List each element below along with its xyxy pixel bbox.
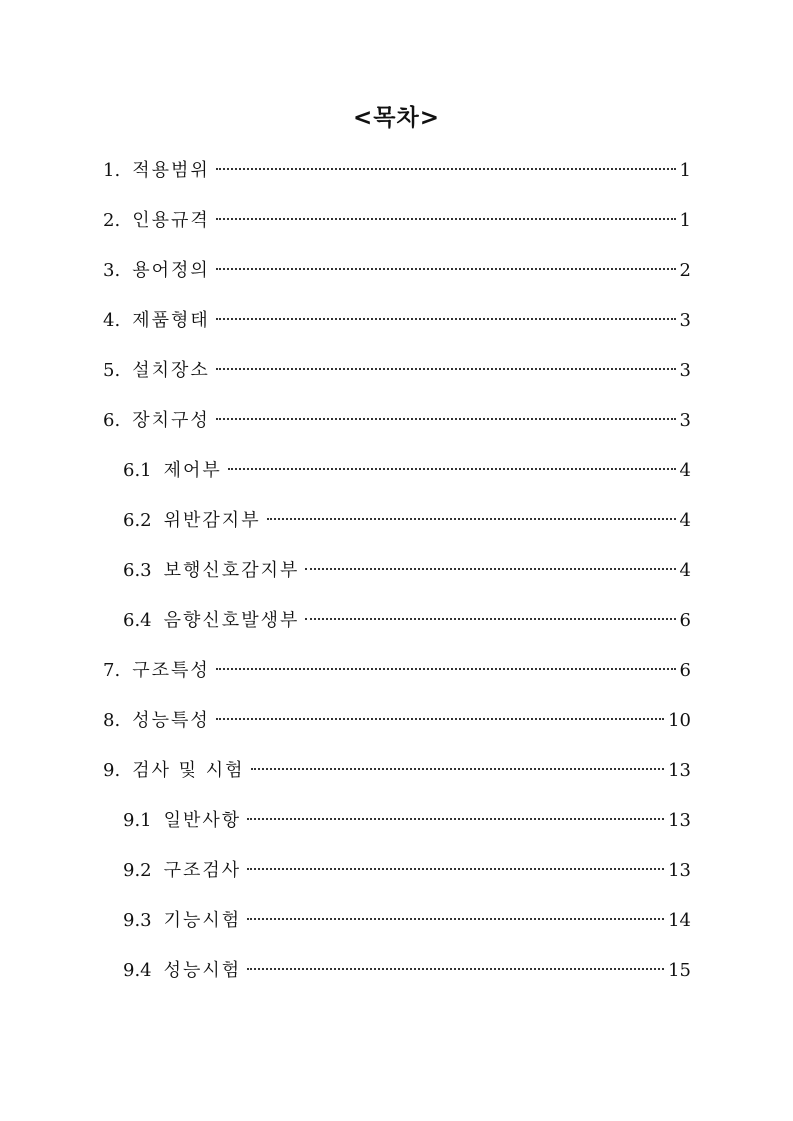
- toc-dot-leader: [216, 668, 676, 670]
- toc-entry-page-number: 15: [668, 960, 691, 981]
- toc-dot-leader: [247, 868, 664, 870]
- toc-entry-page-number: 1: [679, 160, 691, 181]
- toc-entry-number: 3.: [103, 260, 121, 281]
- toc-entry-page-number: 10: [668, 710, 691, 731]
- toc-dot-leader: [247, 918, 664, 920]
- toc-entry-label: 기능시험: [163, 910, 242, 931]
- toc-entry-page-number: 6: [679, 610, 691, 631]
- toc-entry[interactable]: [103, 306, 691, 356]
- toc-entry-number: 6.2: [123, 510, 152, 531]
- toc-entry[interactable]: [103, 906, 691, 956]
- toc-dot-leader: [228, 468, 676, 470]
- toc-entry-number: 6.1: [123, 460, 152, 481]
- toc-entry-label: 검사 및 시험: [132, 760, 245, 781]
- toc-entry-number: 1.: [103, 160, 121, 181]
- toc-entry-label: 보행신호감지부: [163, 560, 300, 581]
- toc-entry-number: 6.: [103, 410, 121, 431]
- toc-dot-leader: [216, 718, 664, 720]
- toc-entry-label: 적용범위: [132, 160, 210, 181]
- toc-entry-number: 4.: [103, 310, 121, 331]
- toc-entry-number: 9.2: [123, 860, 152, 881]
- toc-entry-number: 9.4: [123, 960, 152, 981]
- toc-entry-number: 6.4: [123, 610, 152, 631]
- toc-entry-number: 9.1: [123, 810, 152, 831]
- toc-list: [103, 156, 691, 1006]
- toc-entry[interactable]: [103, 356, 691, 406]
- toc-dot-leader: [305, 568, 675, 570]
- toc-entry[interactable]: [103, 606, 691, 656]
- toc-entry[interactable]: [103, 456, 691, 506]
- toc-entry[interactable]: [103, 706, 691, 756]
- toc-entry-label: 제품형태: [132, 310, 210, 331]
- toc-entry[interactable]: [103, 206, 691, 256]
- toc-entry-label: 인용규격: [132, 210, 210, 231]
- toc-entry[interactable]: [103, 556, 691, 606]
- toc-entry-label: 설치장소: [132, 360, 210, 381]
- toc-dot-leader: [251, 768, 665, 770]
- toc-dot-leader: [267, 518, 676, 520]
- toc-entry[interactable]: [103, 656, 691, 706]
- toc-entry-page-number: 3: [679, 360, 691, 381]
- toc-entry-page-number: 1: [679, 210, 691, 231]
- toc-entry-label: 위반감지부: [163, 510, 261, 531]
- toc-entry[interactable]: [103, 856, 691, 906]
- toc-dot-leader: [247, 968, 664, 970]
- toc-entry-label: 성능특성: [132, 710, 210, 731]
- toc-entry-number: 2.: [103, 210, 121, 231]
- toc-entry-page-number: 3: [679, 410, 691, 431]
- toc-entry-label: 구조특성: [132, 660, 210, 681]
- toc-dot-leader: [216, 268, 676, 270]
- toc-entry-label: 음향신호발생부: [163, 610, 300, 631]
- toc-entry-number: 7.: [103, 660, 121, 681]
- toc-entry-page-number: 13: [668, 760, 691, 781]
- toc-entry-page-number: 6: [679, 660, 691, 681]
- toc-entry-label: 용어정의: [132, 260, 210, 281]
- toc-entry-page-number: 4: [679, 510, 691, 531]
- toc-entry-label: 구조검사: [163, 860, 242, 881]
- toc-entry[interactable]: [103, 806, 691, 856]
- toc-entry-label: 제어부: [163, 460, 222, 481]
- toc-entry-page-number: 13: [668, 860, 691, 881]
- toc-dot-leader: [216, 168, 676, 170]
- toc-entry-page-number: 13: [668, 810, 691, 831]
- toc-entry-number: 6.3: [123, 560, 152, 581]
- toc-entry[interactable]: [103, 756, 691, 806]
- toc-entry[interactable]: [103, 506, 691, 556]
- toc-entry[interactable]: [103, 956, 691, 1006]
- toc-dot-leader: [216, 218, 676, 220]
- toc-entry-label: 일반사항: [163, 810, 242, 831]
- toc-entry-number: 8.: [103, 710, 121, 731]
- toc-entry-page-number: 14: [668, 910, 691, 931]
- toc-entry[interactable]: [103, 256, 691, 306]
- toc-dot-leader: [216, 418, 676, 420]
- toc-dot-leader: [305, 618, 675, 620]
- toc-dot-leader: [216, 368, 676, 370]
- toc-dot-leader: [216, 318, 676, 320]
- toc-entry-number: 9.3: [123, 910, 152, 931]
- toc-entry[interactable]: [103, 156, 691, 206]
- toc-entry-page-number: 2: [679, 260, 691, 281]
- toc-entry-page-number: 3: [679, 310, 691, 331]
- toc-dot-leader: [247, 818, 664, 820]
- toc-title: <목차>: [353, 105, 440, 131]
- toc-entry-number: 9.: [103, 760, 121, 781]
- toc-entry-page-number: 4: [679, 460, 691, 481]
- toc-entry-label: 장치구성: [132, 410, 210, 431]
- toc-entry-page-number: 4: [679, 560, 691, 581]
- toc-entry-number: 5.: [103, 360, 121, 381]
- toc-entry[interactable]: [103, 406, 691, 456]
- toc-entry-label: 성능시험: [163, 960, 242, 981]
